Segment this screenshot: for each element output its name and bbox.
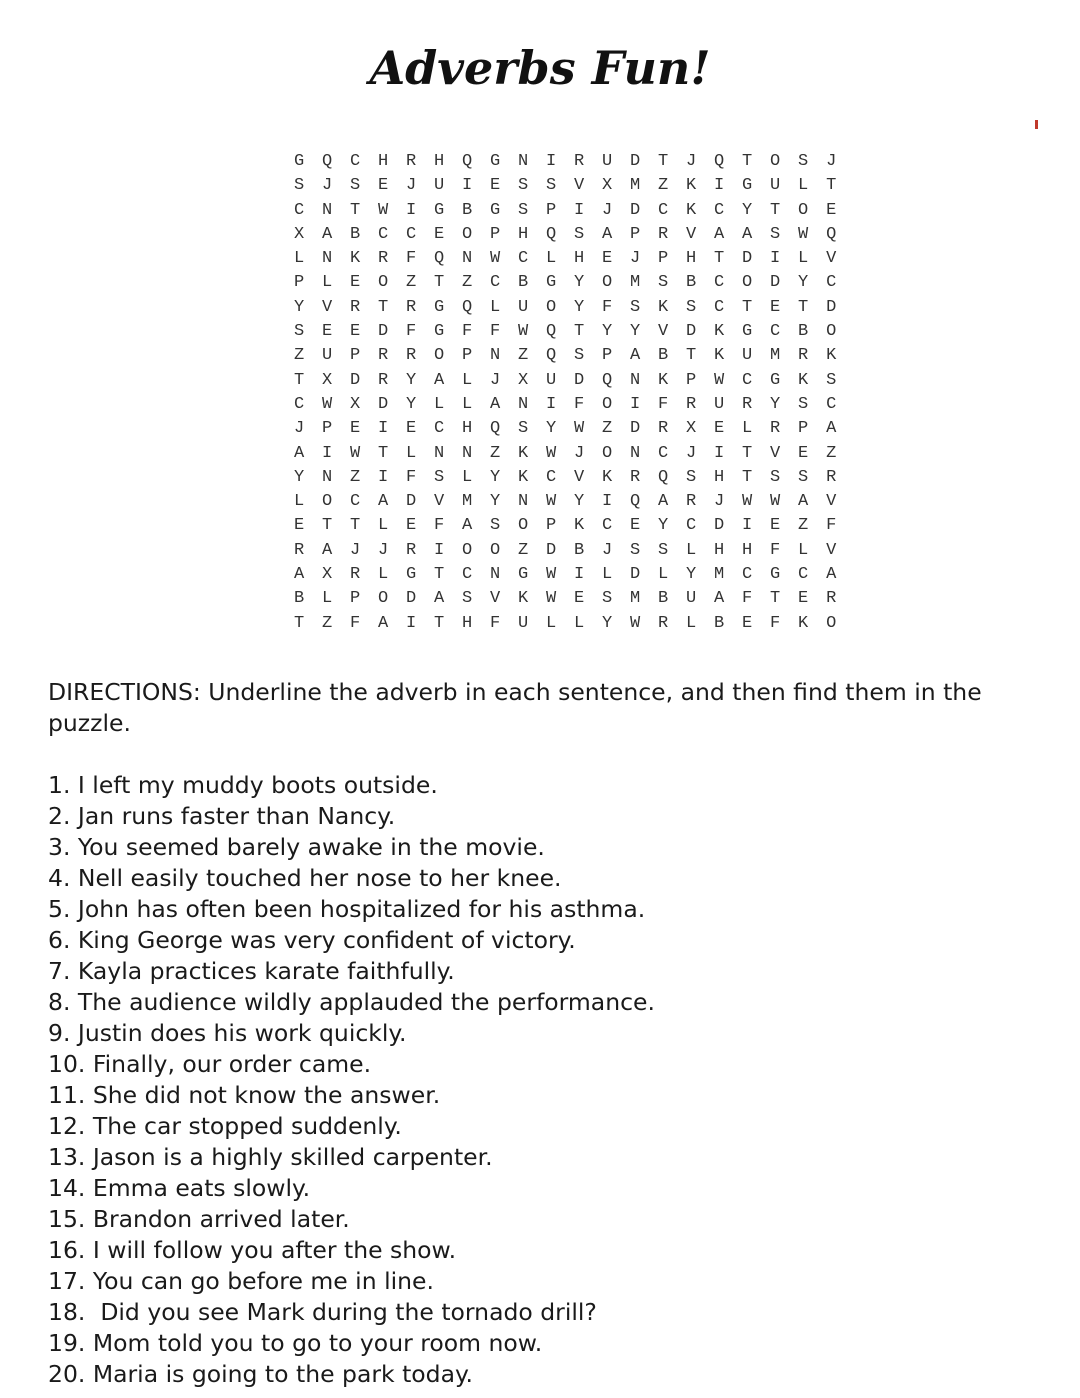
sentence-item: 8. The audience wildly applauded the performance.: [48, 988, 655, 1016]
sentence-item: 6. King George was very confident of victory.: [48, 926, 576, 954]
sentence-item: 13. Jason is a highly skilled carpenter.: [48, 1143, 493, 1171]
sentence-item: 20. Maria is going to the park today.: [48, 1360, 474, 1388]
sentence-item: 12. The car stopped suddenly.: [48, 1112, 402, 1140]
grid-row: A I W T L N N Z K W J O N C J I T V E Z: [294, 443, 841, 463]
grid-row: G Q C H R H Q G N I R U D T J Q T O S J: [294, 152, 841, 171]
grid-row: L O C A D V M Y N W Y I Q A R J W W A V: [294, 492, 841, 512]
sentence-item: 11. She did not know the answer.: [48, 1081, 441, 1109]
sentence-item: 15. Brandon arrived later.: [48, 1205, 350, 1233]
grid-row: T Z F A I T H F U L L Y W R L B E F K O: [294, 613, 841, 633]
page-title: Adverbs Fun!: [369, 41, 711, 95]
margin-mark: [1035, 120, 1038, 129]
grid-row: Z U P R R O P N Z Q S P A B T K U M R K: [294, 346, 841, 366]
sentence-item: 10. Finally, our order came.: [48, 1050, 372, 1078]
sentence-item: 14. Emma eats slowly.: [48, 1174, 311, 1202]
sentence-item: 3. You seemed barely awake in the movie.: [48, 833, 545, 861]
sentence-item: 4. Nell easily touched her nose to her knee.: [48, 864, 562, 892]
grid-row: T X D R Y A L J X U D Q N K P W C G K S: [294, 370, 841, 390]
sentence-item: 19. Mom told you to go to your room now.: [48, 1329, 543, 1357]
sentence-item: 18. Did you see Mark during the tornado drill?: [48, 1298, 597, 1326]
sentence-list: [48, 770, 655, 1390]
sentence-item: 16. I will follow you after the show.: [48, 1236, 457, 1264]
grid-row: S J S E J U I E S S V X M Z K I G U L T: [294, 176, 841, 196]
grid-row: C W X D Y L L A N I F O I F R U R Y S C: [294, 394, 841, 414]
grid-row: P L E O Z T Z C B G Y O M S B C O D Y C: [294, 273, 841, 293]
sentence-item: 9. Justin does his work quickly.: [48, 1019, 407, 1047]
sentence-item: 7. Kayla practices karate faithfully.: [48, 957, 455, 985]
grid-row: X A B C C E O P H Q S A P R V A A S W Q: [294, 224, 841, 244]
sentence-item: 2. Jan runs faster than Nancy.: [48, 802, 396, 830]
word-search-grid: [294, 150, 840, 636]
grid-row: Y N Z I F S L Y K C V K R Q S H T S S R: [294, 467, 841, 487]
grid-row: J P E I E C H Q S Y W Z D R X E L R P A: [294, 419, 841, 439]
sentence-item: 17. You can go before me in line.: [48, 1267, 434, 1295]
directions-text: DIRECTIONS: Underline the adverb in each sentence, and then find them in the puzzle.: [48, 678, 982, 737]
grid-row: S E E D F G F F W Q T Y Y V D K G C B O: [294, 322, 841, 342]
grid-row: Y V R T R G Q L U O Y F S K S C T E T D: [294, 297, 841, 317]
grid-row: E T T L E F A S O P K C E Y C D I E Z F: [294, 516, 841, 536]
sentence-item: 1. I left my muddy boots outside.: [48, 771, 438, 799]
grid-row: A X R L G T C N G W I L D L Y M C G C A: [294, 565, 841, 585]
grid-row: L N K R F Q N W C L H E J P H T D I L V: [294, 249, 841, 269]
grid-row: R A J J R I O O Z D B J S S L H H F L V: [294, 540, 841, 560]
sentence-item: 5. John has often been hospitalized for his asthma.: [48, 895, 646, 923]
grid-row: C N T W I G B G S P I J D C K C Y T O E: [294, 200, 841, 220]
grid-row: B L P O D A S V K W E S M B U A F T E R: [294, 589, 841, 609]
